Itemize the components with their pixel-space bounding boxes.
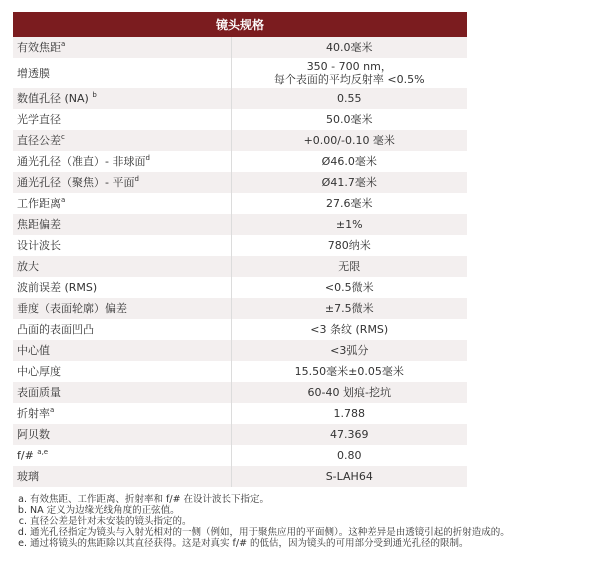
spec-label: 通光孔径（准直）- 非球面	[17, 155, 146, 168]
table-body	[13, 37, 467, 487]
footnote-marker: b	[92, 91, 97, 99]
spec-value-cell	[231, 193, 467, 214]
spec-label-cell	[13, 151, 231, 172]
table-row	[13, 277, 467, 298]
spec-value-cell	[231, 58, 467, 88]
table-row	[13, 193, 467, 214]
spec-value: <0.5微米	[324, 281, 374, 294]
spec-label-cell	[13, 193, 231, 214]
spec-value: 27.6毫米	[326, 197, 373, 210]
spec-label-cell	[13, 172, 231, 193]
spec-label: 直径公差	[17, 134, 61, 147]
spec-label: 放大	[17, 260, 39, 273]
spec-value: ±7.5微米	[324, 302, 374, 315]
spec-value: 780纳米	[327, 239, 371, 252]
table-row	[13, 445, 467, 466]
footnote-item: d. 通光孔径指定为镜头与入射光相对的一侧（例如，用于聚焦应用的平面侧）。这种差异是由透镜引起的折射造成的。	[30, 527, 609, 538]
spec-value-cell	[231, 235, 467, 256]
spec-value-cell	[231, 256, 467, 277]
table-row	[13, 130, 467, 151]
table-row	[13, 403, 467, 424]
footnotes-list	[18, 494, 609, 549]
table-row	[13, 37, 467, 58]
table-row	[13, 88, 467, 109]
spec-label-cell	[13, 424, 231, 445]
table-row	[13, 172, 467, 193]
table-row	[13, 340, 467, 361]
footnote-item: b. NA 定义为边缘光线角度的正弦值。	[30, 505, 609, 516]
spec-label-cell	[13, 256, 231, 277]
spec-value: 15.50毫米±0.05毫米	[294, 365, 404, 378]
spec-label-cell	[13, 361, 231, 382]
table-row	[13, 58, 467, 88]
spec-value: <3 条纹 (RMS)	[310, 323, 389, 336]
spec-value: Ø41.7毫米	[321, 176, 377, 189]
spec-value-cell	[231, 319, 467, 340]
table-title: 镜头规格	[13, 12, 467, 37]
spec-value-cell	[231, 277, 467, 298]
spec-label-cell	[13, 298, 231, 319]
spec-value: 350 - 700 nm，	[306, 60, 392, 73]
spec-label: 中心厚度	[17, 365, 61, 378]
table-header-row	[13, 12, 467, 37]
spec-label-cell	[13, 235, 231, 256]
spec-label: 有效焦距	[17, 41, 61, 54]
spec-value: Ø46.0毫米	[321, 155, 377, 168]
spec-value: 0.80	[337, 449, 362, 462]
spec-value-cell	[231, 172, 467, 193]
spec-value-cell	[231, 214, 467, 235]
spec-value-cell	[231, 109, 467, 130]
footnote-item: c. 直径公差是针对未安装的镜头指定的。	[30, 516, 609, 527]
table-row	[13, 214, 467, 235]
spec-label: 光学直径	[17, 113, 61, 126]
spec-label-cell	[13, 109, 231, 130]
table-row	[13, 256, 467, 277]
footnote-marker: a	[61, 196, 66, 204]
spec-value: 0.55	[337, 92, 362, 105]
footnote-marker: c	[61, 133, 65, 141]
footnote-item: a. 有效焦距、工作距离、折射率和 f/# 在设计波长下指定。	[30, 494, 609, 505]
spec-value: 无限	[338, 260, 361, 273]
spec-label: 垂度（表面轮廓）偏差	[17, 302, 127, 315]
spec-value-cell	[231, 37, 467, 58]
table-row	[13, 151, 467, 172]
spec-value-cell	[231, 424, 467, 445]
spec-label-cell	[13, 130, 231, 151]
table-row	[13, 466, 467, 487]
spec-value-cell	[231, 298, 467, 319]
spec-label: f/#	[17, 449, 38, 462]
spec-value: +0.00/-0.10 毫米	[303, 134, 395, 147]
spec-label-cell	[13, 319, 231, 340]
footnote-item: e. 通过将镜头的焦距除以其直径获得。这是对真实 f/# 的低估，因为镜头的可用部分受到通光孔径的限制。	[30, 538, 609, 549]
table-row	[13, 361, 467, 382]
table-row	[13, 382, 467, 403]
table-row	[13, 109, 467, 130]
spec-value-cell	[231, 445, 467, 466]
spec-label-cell	[13, 58, 231, 88]
table-row	[13, 424, 467, 445]
footnote-marker: d	[134, 175, 139, 183]
spec-value: <3弧分	[330, 344, 369, 357]
spec-label-cell	[13, 403, 231, 424]
spec-label: 中心值	[17, 344, 50, 357]
spec-value-cell	[231, 151, 467, 172]
spec-value: 47.369	[330, 428, 369, 441]
spec-label: 数值孔径 (NA)	[17, 92, 93, 105]
spec-value-cell	[231, 88, 467, 109]
table-row	[13, 319, 467, 340]
spec-value-cell	[231, 403, 467, 424]
spec-label: 凸面的表面凹凸	[17, 323, 94, 336]
spec-value-cell	[231, 361, 467, 382]
spec-value-cell	[231, 382, 467, 403]
spec-label-cell	[13, 88, 231, 109]
spec-label: 表面质量	[17, 386, 61, 399]
spec-label: 折射率	[17, 407, 50, 420]
spec-label: 阿贝数	[17, 428, 50, 441]
spec-label: 波前误差 (RMS)	[17, 281, 98, 294]
spec-value-cell	[231, 466, 467, 487]
spec-label-cell	[13, 277, 231, 298]
spec-label: 通光孔径（聚焦）- 平面	[17, 176, 135, 189]
spec-label: 玻璃	[17, 470, 39, 483]
spec-value: S-LAH64	[325, 470, 373, 483]
spec-label-cell	[13, 466, 231, 487]
footnote-marker: a	[50, 406, 55, 414]
spec-value: ±1%	[335, 218, 363, 231]
spec-value: 60-40 划痕-挖坑	[307, 386, 391, 399]
spec-value-cell	[231, 340, 467, 361]
footnote-marker: a,e	[37, 448, 49, 456]
spec-label-cell	[13, 340, 231, 361]
spec-value-line2: 每个表面的平均反射率 <0.5%	[273, 73, 425, 86]
spec-value: 1.788	[333, 407, 365, 420]
lens-spec-table	[13, 12, 467, 487]
footnote-marker: a	[61, 40, 66, 48]
spec-label: 工作距离	[17, 197, 61, 210]
spec-value: 40.0毫米	[326, 41, 373, 54]
footnote-marker: d	[145, 154, 150, 162]
spec-label-cell	[13, 445, 231, 466]
spec-value: 50.0毫米	[326, 113, 373, 126]
table-row	[13, 235, 467, 256]
spec-label: 增透膜	[17, 66, 50, 80]
table-row	[13, 298, 467, 319]
spec-label-cell	[13, 382, 231, 403]
spec-label-cell	[13, 214, 231, 235]
spec-label: 焦距偏差	[17, 218, 61, 231]
spec-label-cell	[13, 37, 231, 58]
spec-value-cell	[231, 130, 467, 151]
spec-label: 设计波长	[17, 239, 61, 252]
